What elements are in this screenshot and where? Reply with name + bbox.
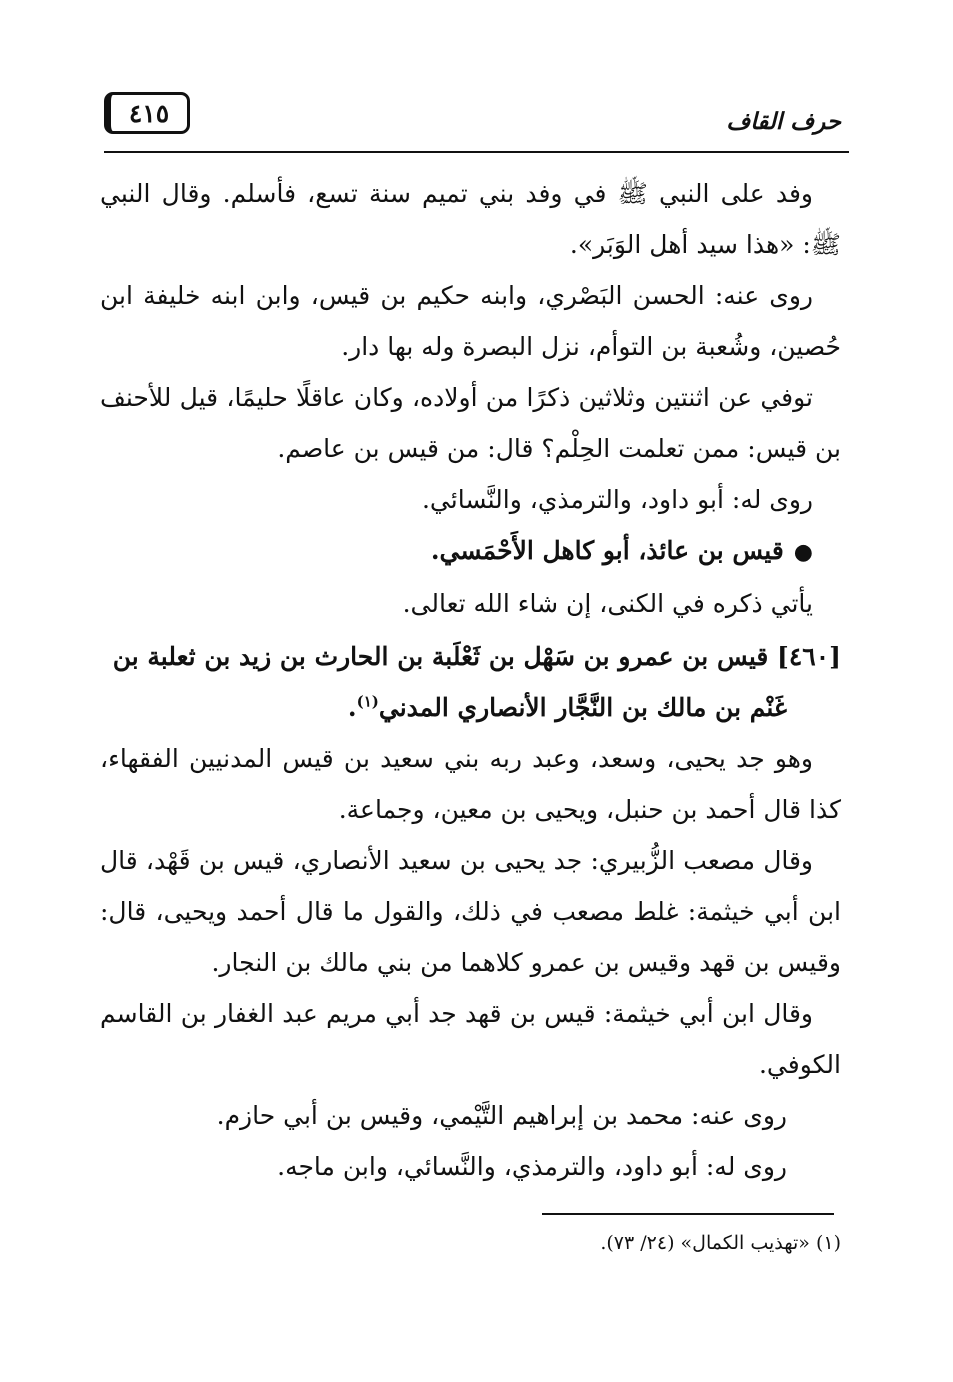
paragraph: وقال مصعب الزُّبيري: جد يحيى بن سعيد الأنصاري، قيس بن قَهْد، قال ابن أبي خيثمة: غلط مصعب في ذلك، والقول ما قال أحمد ويحيى، قال: وقيس بن قهد وقيس بن عمرو كلاهما من بني مالك بن النجار. [100,846,841,977]
bullet-marker: ● [793,540,813,565]
paragraph: وفد على النبي ﷺ في وفد بني تميم سنة تسع، فأسلم. وقال النبي ﷺ: «هذا سيد أهل الوَبَر». [100,179,841,259]
entry-heading-line-2: غَنْم بن مالك بن النَّجَّار الأنصاري المدني [378,693,787,722]
entry-heading-line-1: [٤٦٠] قيس بن عمرو بن سَهْل بن ثَعْلَبة بن الحارث بن زيد بن ثعلبة بن [112,642,841,671]
running-header: حرف القاف [726,108,841,135]
footnote: (١) «تهذيب الكمال» (٢٤/ ٧٣). [600,1232,841,1254]
entry-heading-line-2-wrap [100,682,841,733]
entry-name: قيس بن عائذ، أبو كاهل الأَحْمَسي. [430,536,784,565]
page-number-text: ٤١٥ [128,98,170,128]
entry-heading-460 [100,631,841,733]
header-rule [104,151,849,153]
paragraph: وقال ابن أبي خيثمة: قيس بن قهد جد أبي مريم عبد الغفار بن القاسم الكوفي. [100,999,841,1079]
footnote-rule [542,1213,834,1215]
paragraph: روى له: أبو داود، والترمذي، والنَّسائي. [421,485,813,514]
paragraph: روى عنه: الحسن البَصْري، وابنه حكيم بن قيس، وابن ابنه خليفة ابن حُصين، وشُعبة بن التوأم، نزل البصرة وله بها دار. [100,281,841,361]
paragraph: وهو جد يحيى، وسعد، وعبد ربه بني سعيد بن قيس المدنيين الفقهاء، كذا قال أحمد بن حنبل، ويحيى بن معين، وجماعة. [100,744,841,824]
paragraph: توفي عن اثنتين وثلاثين ذكرًا من أولاده، وكان عاقلًا حليمًا، قيل للأحنف بن قيس: ممن تعلمت الحِلْم؟ قال: من قيس بن عاصم. [100,383,841,463]
page-number [104,92,190,134]
footnote-ref: (١) [356,692,379,711]
paragraph: يأتي ذكره في الكنى، إن شاء الله تعالى. [402,589,813,618]
entry-heading-bullet [100,525,841,578]
main-text [100,168,841,1192]
narrators-line: روى عنه: محمد بن إبراهيم التَّيْمي، وقيس بن أبي حازم. [216,1101,787,1130]
entry-heading-end: . [347,693,357,722]
reported-by-line: روى له: أبو داود، والترمذي، والنَّسائي، وابن ماجه. [277,1152,787,1181]
